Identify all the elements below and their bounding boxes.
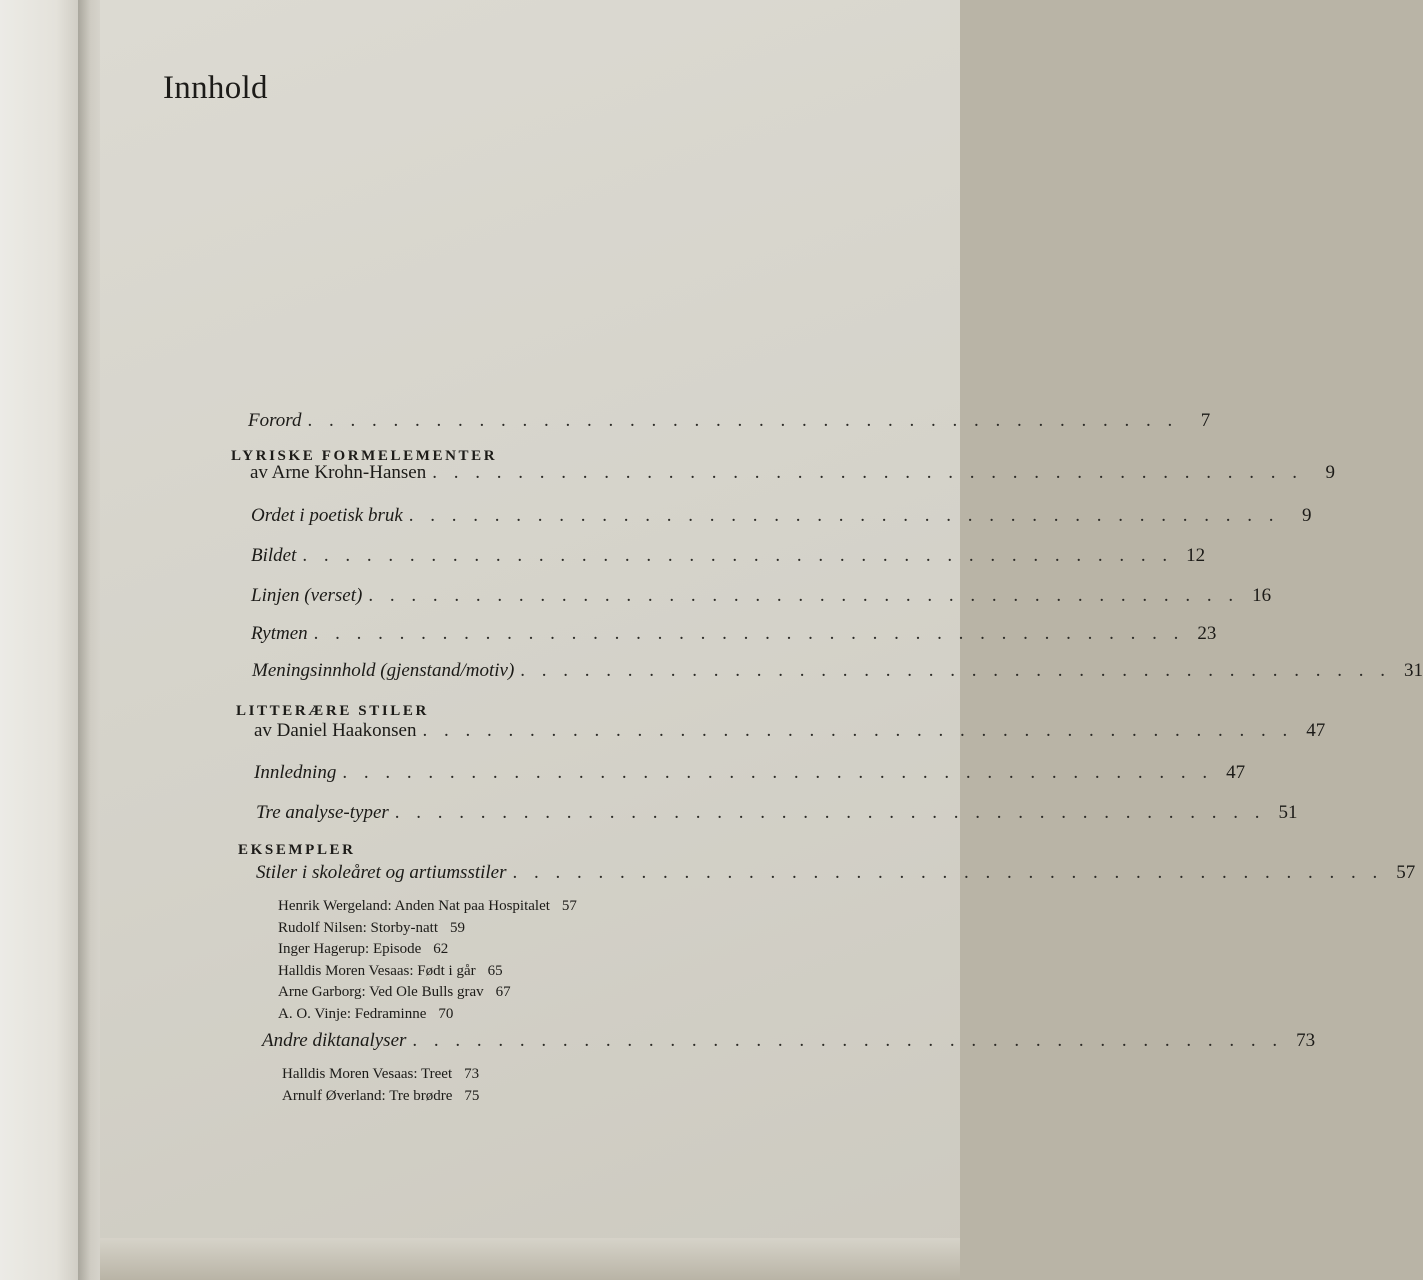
- example-page: 73: [464, 1066, 480, 1082]
- leader-dots: . . . . . . . . . . . . . . . . . . . . . . . . . . . . . . . . . . . . . . . . .: [412, 1030, 1284, 1051]
- section-heading: LYRISKE FORMELEMENTER: [231, 448, 498, 464]
- leader-dots: . . . . . . . . . . . . . . . . . . . . . . . . . . . . . . . . . . . . . . . . .: [302, 545, 1174, 566]
- leader-dots: . . . . . . . . . . . . . . . . . . . . . . . . . . . . . . . . . . . . . . . . .: [408, 505, 1280, 526]
- toc-entry-page: 23: [1197, 623, 1217, 644]
- leader-dots: . . . . . . . . . . . . . . . . . . . . . . . . . . . . . . . . . . . . . . . . .: [368, 585, 1240, 606]
- example-page: 62: [433, 941, 449, 957]
- toc-author: av Arne Krohn-Hansen: [250, 462, 427, 483]
- leader-dots: . . . . . . . . . . . . . . . . . . . . . . . . . . . . . . . . . . . . . . . . .: [520, 660, 1392, 681]
- example-title: Henrik Wergeland: Anden Nat paa Hospitalet: [278, 898, 550, 914]
- leader-dots: . . . . . . . . . . . . . . . . . . . . . . . . . . . . . . . . . . . . . . . . .: [313, 623, 1185, 644]
- toc-author: av Daniel Haakonsen: [254, 720, 417, 741]
- toc-entry-label: Bildet: [251, 545, 297, 566]
- example-title: Arnulf Øverland: Tre brødre: [282, 1087, 453, 1104]
- leader-dots: . . . . . . . . . . . . . . . . . . . . . . . . . . . . . . . . . . . . . . . . .: [422, 720, 1294, 741]
- toc-entry-label: Ordet i poetisk bruk: [251, 505, 403, 526]
- toc-entry: [251, 505, 1312, 535]
- example-item: [282, 1064, 479, 1086]
- left-page: [0, 0, 80, 1280]
- toc-entry-label: Rytmen: [251, 623, 308, 644]
- example-item: [278, 961, 577, 983]
- toc-entry-page: 51: [1278, 802, 1298, 823]
- example-title: Halldis Moren Vesaas: Født i går: [278, 962, 476, 979]
- example-item: [278, 939, 577, 961]
- leader-dots: . . . . . . . . . . . . . . . . . . . . . . . . . . . . . . . . . . . . . . . . .: [432, 462, 1303, 483]
- example-list: [278, 896, 577, 1025]
- toc-entry: [252, 660, 1423, 690]
- toc-entry-page: 31: [1404, 660, 1423, 681]
- example-item: [282, 1086, 479, 1108]
- toc-entry-page: 47: [1226, 762, 1246, 783]
- page-bottom-edge: [100, 1238, 960, 1280]
- toc-entry-forord: [248, 410, 1211, 440]
- example-item: [278, 982, 577, 1004]
- section-heading: LITTERÆRE STILER: [236, 703, 429, 719]
- example-page: 59: [450, 919, 465, 936]
- leader-dots: . . . . . . . . . . . . . . . . . . . . . . . . . . . . . . . . . . . . . . . . .: [512, 862, 1384, 883]
- example-title: Inger Hagerup: Episode: [278, 941, 422, 957]
- toc-entry-label: Meningsinnhold (gjenstand/motiv): [252, 660, 515, 681]
- toc-entry: [251, 585, 1272, 615]
- toc-entry-page: 7: [1200, 410, 1211, 431]
- toc-entry-page: 12: [1186, 545, 1206, 566]
- toc-entry-page: 16: [1252, 585, 1272, 606]
- example-page: 67: [495, 984, 511, 1000]
- toc-entry-label: Forord: [248, 410, 302, 431]
- toc-entry-page: 47: [1306, 720, 1326, 741]
- toc-entry: [251, 623, 1217, 653]
- toc-entry: [256, 802, 1298, 832]
- example-page: 70: [438, 1005, 454, 1022]
- section-heading: EKSEMPLER: [238, 842, 356, 858]
- toc-entry-label: Tre analyse-typer: [256, 802, 389, 823]
- leader-dots: . . . . . . . . . . . . . . . . . . . . . . . . . . . . . . . . . . . . . . . . .: [394, 802, 1266, 823]
- toc-entry-page: 9: [1302, 505, 1312, 526]
- example-title: Arne Garborg: Ved Ole Bulls grav: [278, 984, 484, 1000]
- toc-entry: [254, 762, 1246, 792]
- example-page: 57: [561, 898, 577, 914]
- example-page: 75: [464, 1087, 480, 1104]
- toc-entry-page: 9: [1325, 462, 1335, 483]
- example-title: Halldis Moren Vesaas: Treet: [282, 1066, 453, 1082]
- toc-entry: [251, 545, 1206, 575]
- example-page: 65: [487, 962, 503, 979]
- page-title: Innhold: [163, 70, 268, 106]
- toc-entry-page: 57: [1396, 862, 1416, 883]
- leader-dots: . . . . . . . . . . . . . . . . . . . . . . . . . . . . . . . . . . . . . . . . .: [342, 762, 1214, 783]
- toc-entry-label: Innledning: [254, 762, 337, 783]
- example-title: Rudolf Nilsen: Storby-natt: [278, 919, 438, 936]
- toc-entry-label: Andre diktanalyser: [262, 1030, 407, 1051]
- example-list: [282, 1064, 479, 1107]
- toc-entry-label: Linjen (verset): [251, 585, 363, 606]
- example-item: [278, 918, 577, 940]
- example-title: A. O. Vinje: Fedraminne: [278, 1005, 427, 1022]
- toc-entry: [262, 1030, 1316, 1060]
- example-item: [278, 896, 577, 918]
- toc-author-line: [250, 462, 1335, 492]
- toc-author-line: [254, 720, 1326, 750]
- toc-entry-label: Stiler i skoleåret og artiumsstiler: [256, 862, 507, 883]
- toc-entry: [256, 862, 1416, 892]
- leader-dots: . . . . . . . . . . . . . . . . . . . . . . . . . . . . . . . . . . . . . . . . .: [307, 410, 1179, 431]
- example-item: [278, 1004, 577, 1026]
- toc-entry-page: 73: [1296, 1030, 1316, 1051]
